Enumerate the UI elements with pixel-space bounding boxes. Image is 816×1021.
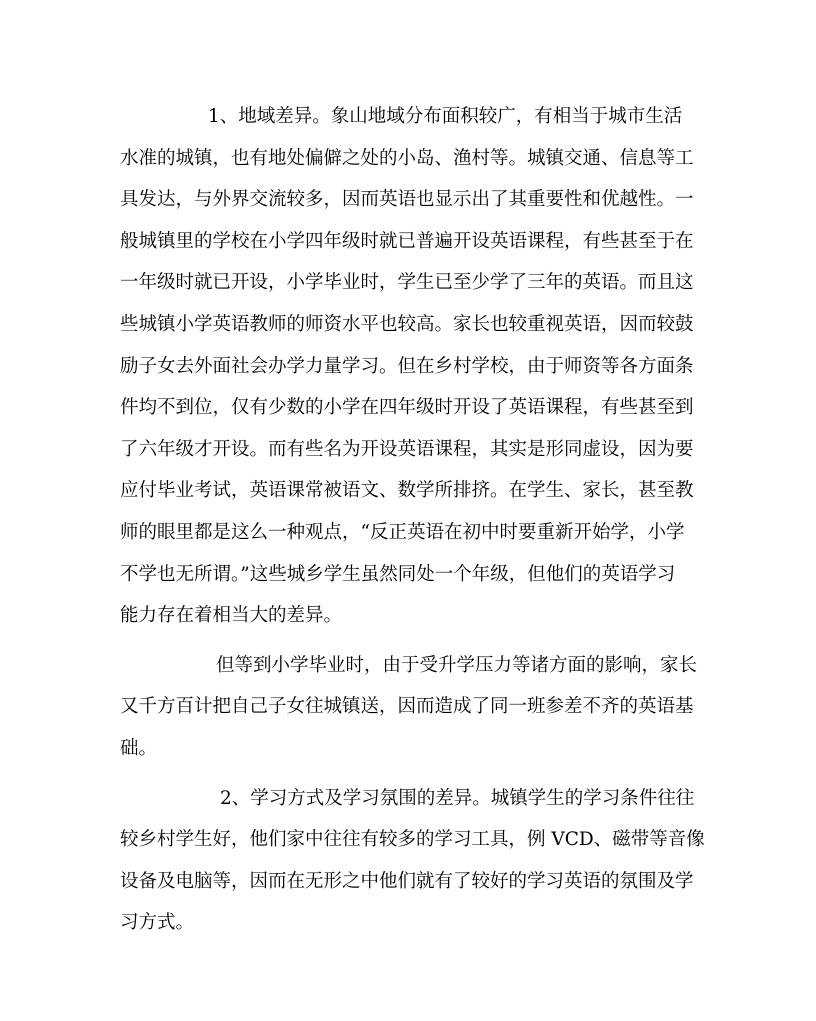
paragraph-regional-differences (120, 96, 700, 637)
text-line: 件均不到位，仅有少数的小学在四年级时开设了英语课程，有些甚至到 (120, 397, 694, 419)
text-line: 了六年级才开设。而有些名为开设英语课程，其实是形同虚设，因为要 (120, 438, 694, 460)
text-line: 但等到小学毕业时，由于受升学压力等诸方面的影响，家长 (216, 654, 698, 676)
text-line: 具发达，与外界交流较多，因而英语也显示出了其重要性和优越性。一 (120, 189, 694, 211)
text-line: 水准的城镇，也有地处偏僻之处的小岛、渔村等。城镇交通、信息等工 (120, 147, 694, 169)
text-line: 般城镇里的学校在小学四年级时就已普遍开设英语课程，有些甚至于在 (120, 230, 694, 252)
text-line: 较乡村学生好，他们家中往往有较多的学习工具，例 VCD、磁带等音像 (120, 829, 705, 851)
text-line: 础。 (120, 737, 158, 759)
text-line: 些城镇小学英语教师的师资水平也较高。家长也较重视英语，因而较鼓 (120, 313, 694, 335)
text-line: 1、地域差异。象山地域分布面积较广，有相当于城市生活 (208, 106, 683, 127)
text-line: 2、学习方式及学习氛围的差异。城镇学生的学习条件往往 (220, 787, 695, 809)
text-line: 师的眼里都是这么一种观点，“反正英语在初中时要重新开始学，小学 (120, 521, 685, 543)
text-line: 习方式。 (120, 912, 195, 934)
text-line: 又千方百计把自己子女往城镇送，因而造成了同一班参差不齐的英语基 (120, 696, 694, 718)
text-line: 能力存在着相当大的差异。 (120, 605, 343, 627)
text-line: 一年级时就已开设，小学毕业时，学生已至少学了三年的英语。而且这 (120, 272, 694, 294)
text-line: 设备及电脑等，因而在无形之中他们就有了较好的学习英语的氛围及学 (120, 870, 694, 892)
paragraph-learning-atmosphere (120, 778, 705, 944)
text-line: 励子女去外面社会办学力量学习。但在乡村学校，由于师资等各方面条 (120, 355, 694, 377)
text-line: 应付毕业考试，英语课常被语文、数学所排挤。在学生、家长，甚至教 (120, 480, 694, 502)
text-line: 不学也无所谓。”这些城乡学生虽然同处一个年级，但他们的英语学习 (120, 563, 676, 585)
paragraph-graduation-pressure (120, 645, 700, 770)
paragraph-spacer (120, 637, 700, 645)
paragraph-spacer (120, 770, 700, 778)
document-body (120, 96, 705, 944)
